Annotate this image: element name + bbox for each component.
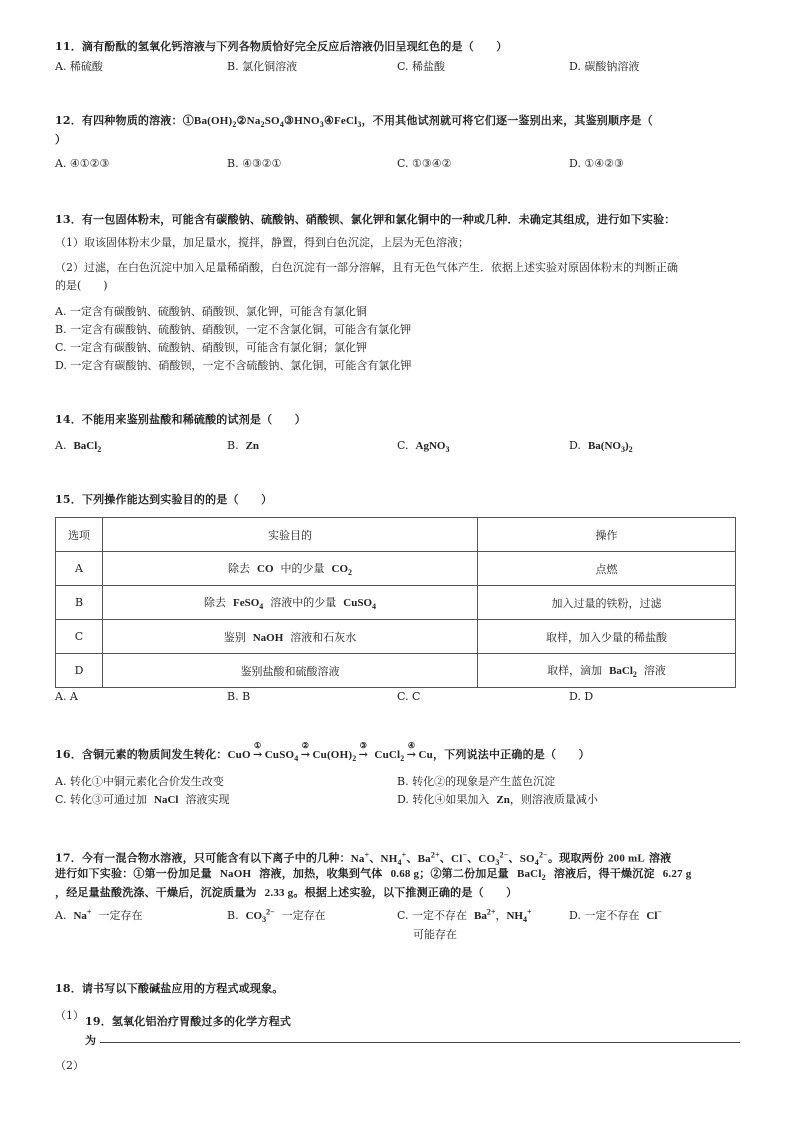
q12-option-d[interactable]: D. ①④②③ bbox=[569, 157, 624, 170]
q17-option-c[interactable]: C. 一定不存在 $Ba^{2+}$，$NH_4^+$ bbox=[397, 907, 532, 925]
table-header-row bbox=[56, 518, 736, 552]
q12-suffix: ，不用其他试剂就可将它们逐一鉴别出来，其鉴别顺序是（ bbox=[361, 114, 653, 127]
header-operation: 操作 bbox=[478, 518, 736, 552]
table-row bbox=[56, 620, 736, 654]
q15-table bbox=[55, 517, 736, 688]
q18-part1-label: （1） bbox=[55, 1009, 84, 1022]
q14-option-d[interactable]: D. $Ba(NO_3)_2$ bbox=[569, 439, 633, 455]
q17-option-d[interactable]: D. 一定不存在 Cl− bbox=[569, 907, 662, 922]
q13-option-d[interactable]: D. 一定含有碳酸钠、硝酸钡，一定不含硫酸钠、氯化铜，可能含有氯化钾 bbox=[55, 359, 412, 372]
row-operation: 取样，加入少量的稀盐酸 bbox=[478, 620, 736, 654]
row-operation: 点燃 bbox=[478, 552, 736, 586]
q14-option-c[interactable]: C. AgNO$_3$ bbox=[397, 439, 450, 455]
q12-title: 12．有四种物质的溶液：$①Ba(OH)_2②Na_2SO_4③HNO_3④FeCl_3$，不用其他试剂就可将它们逐一鉴别出来，其鉴别顺序是（ bbox=[55, 114, 653, 130]
answer-blank[interactable] bbox=[100, 1041, 740, 1043]
q12-title-end: ） bbox=[55, 133, 67, 146]
q18-part2-label: （2） bbox=[55, 1059, 84, 1072]
q15-option-b[interactable]: B. B bbox=[227, 690, 251, 703]
q13-option-b[interactable]: B. 一定含有碳酸钠、硫酸钠、硝酸钡，一定不含氯化铜，可能含有氯化钾 bbox=[55, 323, 412, 336]
q17-option-c-cont: 可能存在 bbox=[413, 928, 457, 941]
q13-step2-end: 的是( ) bbox=[55, 279, 108, 292]
q14-option-b[interactable]: B. Zn bbox=[227, 439, 260, 452]
q15-title: 15．下列操作能达到实验目的的是（ ） bbox=[55, 493, 273, 506]
q17-line2: 进行如下实验：①第一份加足量 NaOH 溶液，加热，收集到气体 0.68 g；②第二份加足量 BaCl$_2$ 溶液后，得干燥沉淀 6.27 g bbox=[55, 867, 692, 883]
q15-option-c[interactable]: C. C bbox=[397, 690, 421, 703]
q11-option-d[interactable]: D. 碳酸钠溶液 bbox=[569, 60, 640, 73]
row-operation: 加入过量的铁粉，过滤 bbox=[478, 586, 736, 620]
q13-option-c[interactable]: C. 一定含有碳酸钠、硫酸钠、硝酸钡，可能含有氯化铜；氯化钾 bbox=[55, 341, 368, 354]
row-aim: 鉴别 NaOH 溶液和石灰水 bbox=[103, 620, 478, 654]
q19-wei: 为 bbox=[85, 1034, 97, 1047]
q11-option-b[interactable]: B. 氯化铜溶液 bbox=[227, 60, 298, 73]
q11-option-c[interactable]: C. 稀盐酸 bbox=[397, 60, 446, 73]
q13-step1: （1）取该固体粉末少量，加足量水，搅拌，静置，得到白色沉淀，上层为无色溶液； bbox=[55, 236, 469, 249]
table-row bbox=[56, 586, 736, 620]
q19-title: 19．氢氧化铝治疗胃酸过多的化学方程式 bbox=[85, 1015, 292, 1028]
row-option: A bbox=[56, 552, 103, 586]
row-operation: 取样，滴加 BaCl$_2$ 溶液 bbox=[478, 654, 736, 688]
q17-option-a[interactable]: A. Na+ 一定存在 bbox=[55, 907, 143, 922]
q11-title: 11．滴有酚酞的氢氧化钙溶液与下列各物质恰好完全反应后溶液仍旧呈现红色的是（ ） bbox=[55, 40, 508, 53]
q12-prefix: 12．有四种物质的溶液：① bbox=[55, 114, 194, 127]
q14-title: 14．不能用来鉴别盐酸和稀硫酸的试剂是（ ） bbox=[55, 413, 306, 426]
q12-option-c[interactable]: C. ①③④② bbox=[397, 157, 452, 170]
q16-title: 16．含铜元素的物质间发生转化：CuO ① → CuSO$_4$ ② → $Cu(OH)_2$ ③ → CuCl$_2$ ④ → Cu，下列说法中正确的是（ ） bbox=[55, 740, 590, 764]
q16-option-d[interactable]: D. 转化④如果加入 Zn，则溶液质量减小 bbox=[397, 793, 598, 806]
table-row bbox=[56, 654, 736, 688]
q13-option-a[interactable]: A. 一定含有碳酸钠、硫酸钠、硝酸钡、氯化钾，可能含有氯化铜 bbox=[55, 305, 367, 318]
q12-option-b[interactable]: B. ④③②① bbox=[227, 157, 282, 170]
q13-step2: （2）过滤，在白色沉淀中加入足量稀硝酸，白色沉淀有一部分溶解，且有无色气体产生．依据上述实验对原固体粉末的判断正确 bbox=[55, 261, 678, 274]
q18-title: 18．请书写以下酸碱盐应用的方程式或现象。 bbox=[55, 982, 284, 995]
row-option: B bbox=[56, 586, 103, 620]
q17-option-b[interactable]: B. $CO_3^{2-}$ 一定存在 bbox=[227, 907, 326, 925]
q14-option-a[interactable]: A. BaCl$_2$ bbox=[55, 439, 102, 455]
q11-option-a[interactable]: A. 稀硫酸 bbox=[55, 60, 103, 73]
q16-option-b[interactable]: B. 转化②的现象是产生蓝色沉淀 bbox=[397, 775, 556, 788]
header-option: 选项 bbox=[56, 518, 103, 552]
q13-title: 13．有一包固体粉末，可能含有碳酸钠、硫酸钠、硝酸钡、氯化钾和氯化铜中的一种或几种．未确定其组成，进行如下实验： bbox=[55, 213, 676, 226]
table-row bbox=[56, 552, 736, 586]
row-aim: 除去 FeSO$_4$ 溶液中的少量 CuSO$_4$ bbox=[103, 586, 478, 620]
row-aim: 除去 CO 中的少量 $CO_2$ bbox=[103, 552, 478, 586]
row-aim: 鉴别盐酸和硫酸溶液 bbox=[103, 654, 478, 688]
row-option: D bbox=[56, 654, 103, 688]
q17-line3: ，经足量盐酸洗涤、干燥后，沉淀质量为 2.33 g。根据上述实验，以下推测正确的是（ ） bbox=[55, 886, 518, 899]
q16-option-c[interactable]: C. 转化③可通过加 NaCl 溶液实现 bbox=[55, 793, 230, 806]
q12-option-a[interactable]: A. ④①②③ bbox=[55, 157, 110, 170]
q15-option-a[interactable]: A. A bbox=[55, 690, 78, 703]
header-aim: 实验目的 bbox=[103, 518, 478, 552]
q17-line1: 17．今有一混合物水溶液，只可能含有以下离子中的几种：Na+、$NH_4^+$、$Ba^{2+}$、Cl−、$CO_3^{2-}$、$SO_4^{2-}$。现取两份 200 mL 溶液 bbox=[55, 850, 672, 867]
row-option: C bbox=[56, 620, 103, 654]
q16-option-a[interactable]: A. 转化①中铜元素化合价发生改变 bbox=[55, 775, 224, 788]
q15-option-d[interactable]: D. D bbox=[569, 690, 594, 703]
